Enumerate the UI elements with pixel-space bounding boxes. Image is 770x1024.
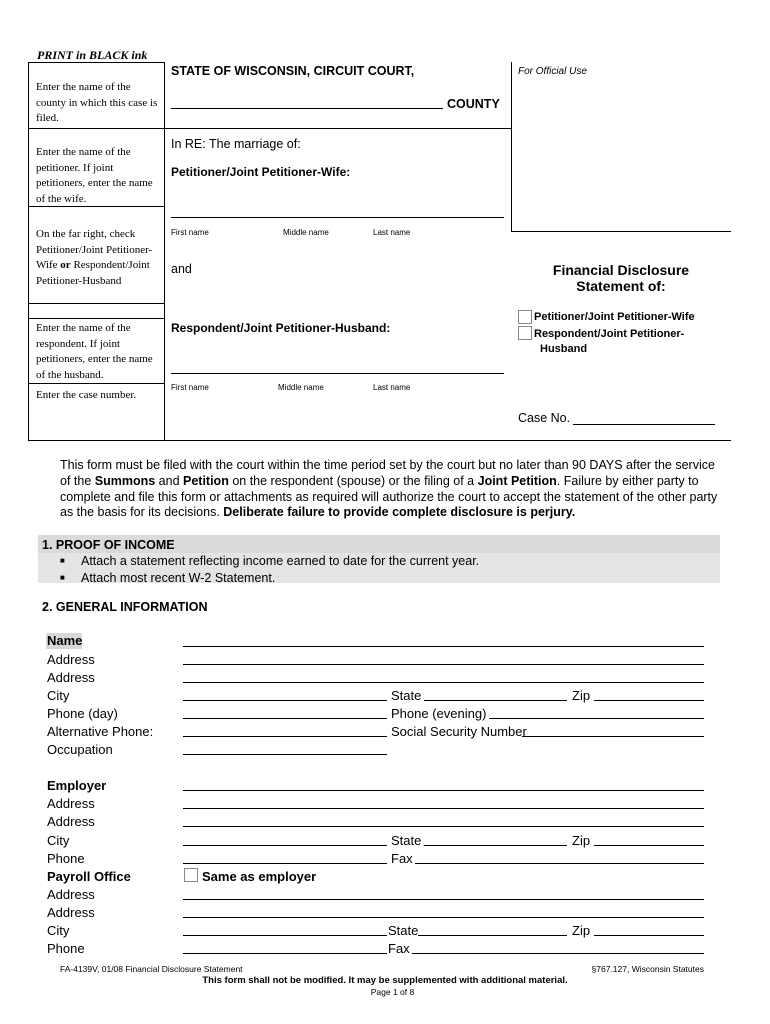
- address1-line[interactable]: [183, 664, 704, 665]
- employer-state-line[interactable]: [424, 845, 567, 846]
- payroll-phone-line[interactable]: [183, 953, 387, 954]
- employer-fax-line[interactable]: [415, 863, 704, 864]
- court-title: STATE OF WISCONSIN, CIRCUIT COURT,: [171, 64, 415, 78]
- section2-title: 2. GENERAL INFORMATION: [42, 600, 208, 614]
- name-line[interactable]: [183, 646, 704, 647]
- section1-list: [60, 553, 479, 586]
- wife-option-label: Petitioner/Joint Petitioner-Wife: [534, 311, 695, 323]
- petitioner-label: Petitioner/Joint Petitioner-Wife:: [171, 165, 351, 179]
- payroll-fax-label: Fax: [388, 941, 410, 956]
- respondent-name-line[interactable]: [171, 373, 504, 374]
- instruction-petitioner: Enter the name of the petitioner. If joint petitioners, enter the name of the wife.: [36, 146, 153, 205]
- occupation-label: Occupation: [47, 742, 113, 757]
- name-label: Name: [47, 633, 83, 648]
- payroll-zip-line[interactable]: [594, 935, 704, 936]
- respondent-first-name-caption: First name: [171, 383, 209, 392]
- alt-phone-label: Alternative Phone:: [47, 724, 154, 739]
- employer-city-label: City: [47, 833, 70, 848]
- petitioner-middle-name-caption: Middle name: [283, 228, 329, 237]
- employer-zip-line[interactable]: [594, 845, 704, 846]
- alt-phone-line[interactable]: [183, 736, 387, 737]
- same-as-employer-checkbox[interactable]: [184, 868, 198, 882]
- employer-address2-line[interactable]: [183, 826, 704, 827]
- city-line[interactable]: [183, 700, 387, 701]
- payroll-address2-line[interactable]: [183, 917, 704, 918]
- respondent-middle-name-caption: Middle name: [278, 383, 324, 392]
- wife-checkbox[interactable]: [518, 310, 532, 324]
- employer-phone-line[interactable]: [183, 863, 387, 864]
- employer-state-label: State: [391, 833, 422, 848]
- county-input-line[interactable]: [171, 108, 443, 109]
- list-item: ■ Attach most recent W-2 Statement.: [60, 570, 276, 585]
- instruction-county: Enter the name of the county in which this case is filed.: [36, 81, 158, 124]
- employer-label: Employer: [47, 778, 107, 793]
- respondent-last-name-caption: Last name: [373, 383, 411, 392]
- payroll-city-line[interactable]: [183, 935, 387, 936]
- state-label: State: [391, 688, 422, 703]
- footer-form-id: FA-4139V, 01/08 Financial Disclosure Statement: [60, 964, 243, 974]
- instruction-respondent: Enter the name of the respondent. If joint petitioners, enter the name of the husband.: [36, 322, 153, 381]
- payroll-address1-line[interactable]: [183, 899, 704, 900]
- caption-divider: [164, 128, 511, 129]
- official-use-border: [511, 62, 512, 231]
- county-label: COUNTY: [447, 97, 500, 111]
- city-label: City: [47, 688, 70, 703]
- address2-label: Address: [47, 670, 95, 685]
- payroll-zip-label: Zip: [572, 923, 591, 938]
- employer-phone-label: Phone: [47, 851, 85, 866]
- payroll-city-label: City: [47, 923, 70, 938]
- phone-day-line[interactable]: [183, 718, 387, 719]
- petitioner-first-name-caption: First name: [171, 228, 209, 237]
- phone-day-label: Phone (day): [47, 706, 118, 721]
- ssn-label: Social Security Number: [391, 724, 527, 739]
- petitioner-name-line[interactable]: [171, 217, 504, 218]
- ssn-line[interactable]: [522, 736, 704, 737]
- footer-page: Page 1 of 8: [370, 987, 415, 997]
- statement-title: Financial Disclosure Statement of:: [552, 262, 690, 294]
- employer-address1-line[interactable]: [183, 808, 704, 809]
- official-use-label: For Official Use: [518, 66, 587, 77]
- phone-evening-label: Phone (evening): [391, 706, 487, 721]
- employer-address1-label: Address: [47, 796, 95, 811]
- payroll-office-label: Payroll Office: [47, 869, 131, 884]
- payroll-address1-label: Address: [47, 887, 95, 902]
- state-line[interactable]: [424, 700, 567, 701]
- employer-zip-label: Zip: [572, 833, 591, 848]
- footer-statute: §767.127, Wisconsin Statutes: [591, 964, 704, 974]
- zip-label: Zip: [572, 688, 591, 703]
- intro-paragraph: This form must be filed with the court within the time period set by the court but no later than 90 DAYS after the service of the Summons and Petition on the respondent (spouse) or the filing of a Joint Petition. Failure by either party to complete and file this form or attachments as required will authorize the court to accept the statement of the other party as the basis for its decisions. Deliberate failure to provide complete disclosure is perjury.: [60, 458, 718, 520]
- footer-notice: This form shall not be modified. It may be supplemented with additional material.: [202, 975, 568, 986]
- phone-evening-line[interactable]: [489, 718, 704, 719]
- instruction-case-number: Enter the case number.: [36, 389, 137, 401]
- and-label: and: [171, 262, 192, 276]
- in-re-label: In RE: The marriage of:: [171, 137, 301, 151]
- payroll-fax-line[interactable]: [412, 953, 704, 954]
- payroll-state-label: State: [388, 923, 419, 938]
- respondent-label: Respondent/Joint Petitioner-Husband:: [171, 321, 391, 335]
- occupation-line[interactable]: [183, 754, 387, 755]
- case-no-input-line[interactable]: [573, 424, 715, 425]
- employer-city-line[interactable]: [183, 845, 387, 846]
- husband-option-label: Respondent/Joint Petitioner- Husband: [534, 328, 685, 355]
- list-item: ■ Attach a statement reflecting income earned to date for the current year.: [60, 554, 480, 568]
- address2-line[interactable]: [183, 682, 704, 683]
- payroll-state-line[interactable]: [418, 935, 567, 936]
- payroll-phone-label: Phone: [47, 941, 85, 956]
- print-note: PRINT in BLACK ink: [37, 48, 148, 62]
- caption-bottom-rule: [28, 440, 731, 441]
- husband-checkbox[interactable]: [518, 326, 532, 340]
- petitioner-last-name-caption: Last name: [373, 228, 411, 237]
- zip-line[interactable]: [594, 700, 704, 701]
- employer-address2-label: Address: [47, 814, 95, 829]
- employer-line[interactable]: [183, 790, 704, 791]
- case-no-label: Case No.: [518, 411, 571, 425]
- instruction-check: On the far right, check Petitioner/Joint Petitioner-Wife or Respondent/Joint Petitioner-Husband: [36, 228, 153, 287]
- official-use-bottom: [511, 231, 731, 232]
- same-as-employer-label: Same as employer: [202, 869, 317, 884]
- address1-label: Address: [47, 652, 95, 667]
- employer-fax-label: Fax: [391, 851, 413, 866]
- payroll-address2-label: Address: [47, 905, 95, 920]
- section1-title: 1. PROOF OF INCOME: [42, 538, 175, 552]
